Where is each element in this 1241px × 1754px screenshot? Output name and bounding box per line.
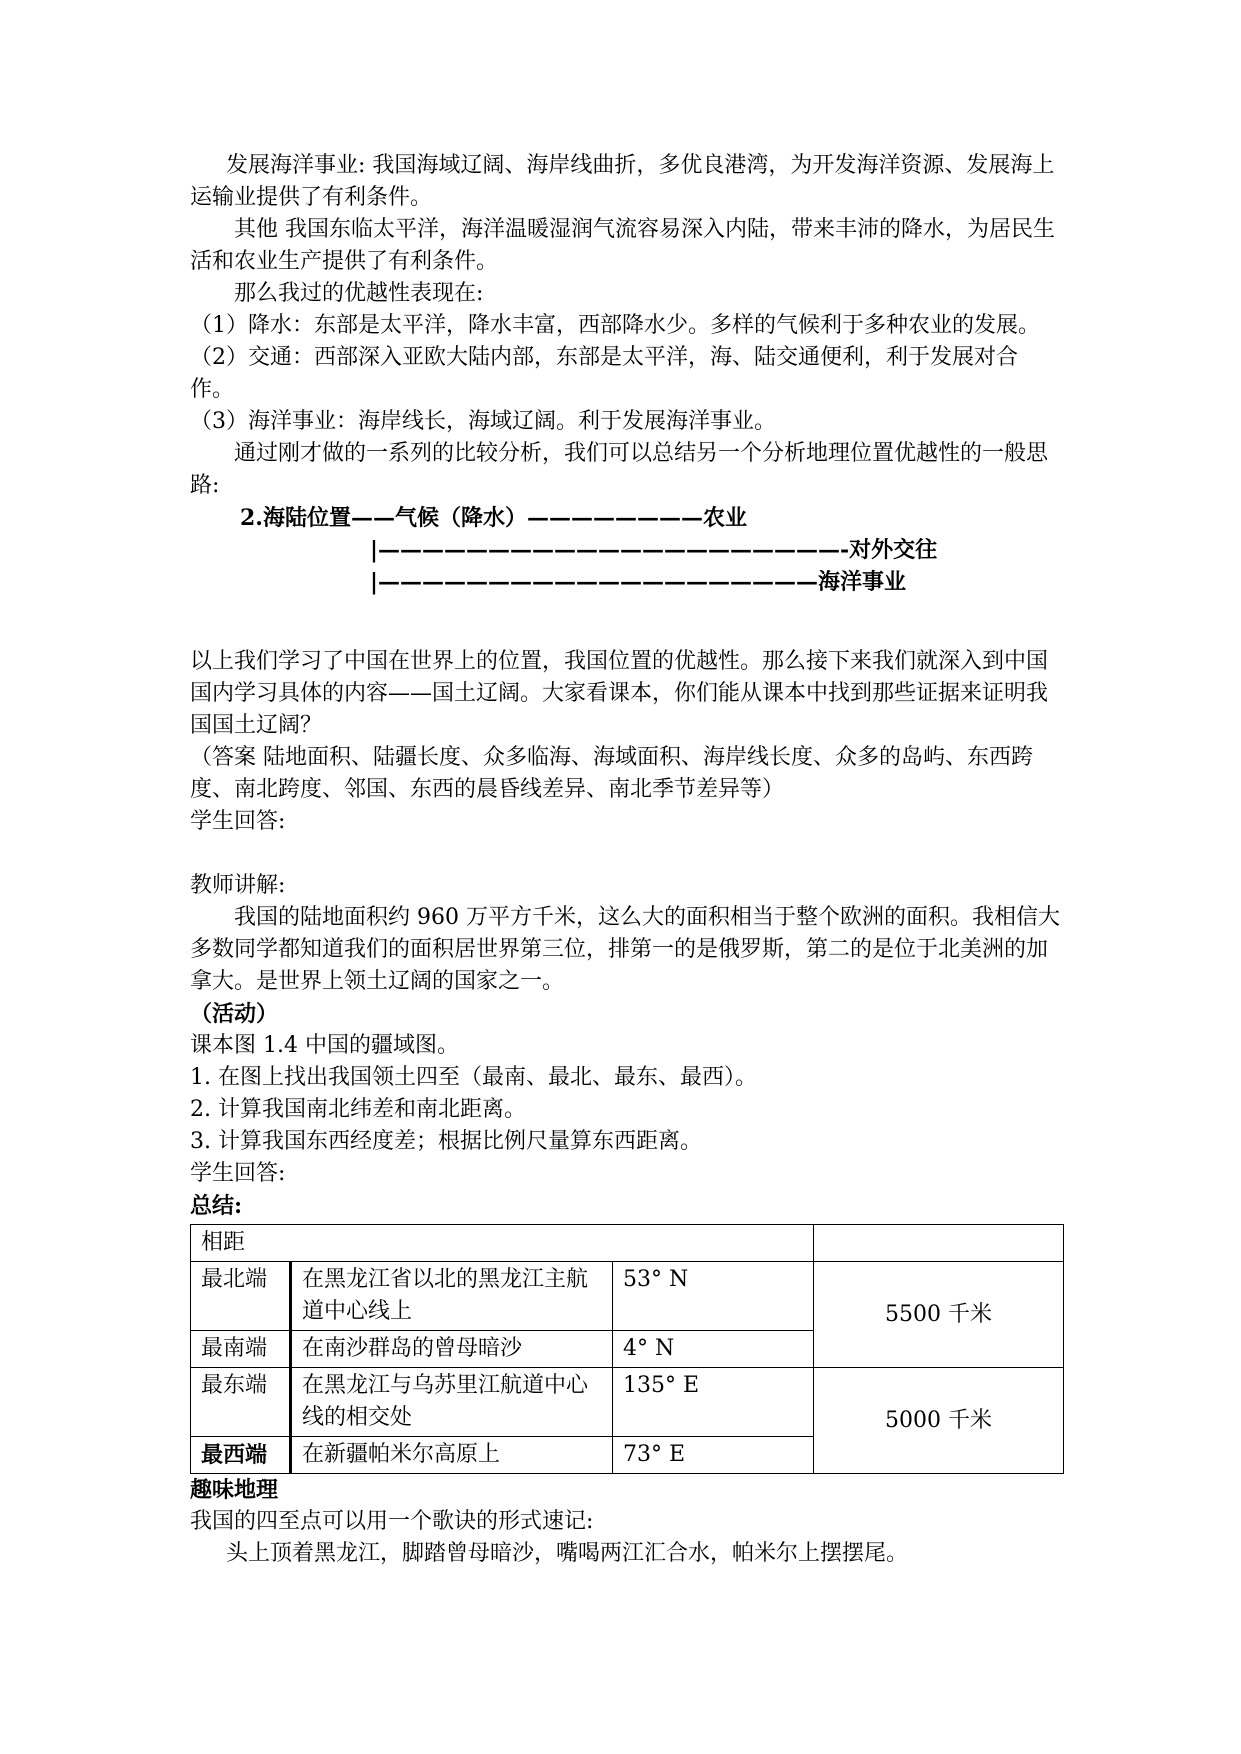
table-cell-name: 最北端	[191, 1262, 291, 1331]
table-cell-place: 在南沙群岛的曾母暗沙	[291, 1331, 613, 1368]
activity-item: 1. 在图上找出我国领土四至（最南、最北、最东、最西）。	[190, 1065, 757, 1090]
summary-table	[190, 1224, 1064, 1474]
paragraph-precipitation: （1）降水：东部是太平洋，降水丰富，西部降水少。多样的气候利于多种农业的发展。	[190, 313, 1040, 338]
activity-title: （活动）	[190, 1001, 279, 1027]
spacer	[190, 598, 1060, 646]
table-header-cell: 相距	[191, 1225, 814, 1262]
table-cell-name: 最南端	[191, 1331, 291, 1368]
table-row	[191, 1368, 1064, 1437]
fun-geography-title: 趣味地理	[190, 1477, 279, 1503]
paragraph-other: 其他 我国东临太平洋，海洋温暖湿润气流容易深入内陆，带来丰沛的降水，为居民生活和农业生产提供了有利条件。	[190, 217, 1055, 274]
table-cell-place: 在黑龙江与乌苏里江航道中心线的相交处	[291, 1368, 613, 1437]
activity-item: 3. 计算我国东西经度差；根据比例尺量算东西距离。	[190, 1129, 702, 1154]
student-answer-label: 学生回答:	[190, 809, 286, 834]
table-cell-coord: 73° E	[613, 1437, 814, 1474]
table-cell-name: 最东端	[191, 1368, 291, 1437]
activity-item: 2. 计算我国南北纬差和南北距离。	[190, 1097, 526, 1122]
paragraph-advantage-intro: 那么我过的优越性表现在:	[234, 281, 484, 306]
paragraph-summary-method: 通过刚才做的一系列的比较分析，我们可以总结另一个分析地理位置优越性的一般思路:	[190, 441, 1049, 498]
fun-geography-rhyme: 头上顶着黑龙江，脚踏曾母暗沙，嘴喝两江汇合水，帕米尔上摆摆尾。	[226, 1541, 909, 1566]
table-cell-place: 在新疆帕米尔高原上	[291, 1437, 613, 1474]
summary-title: 总结:	[190, 1193, 243, 1219]
paragraph-territory-intro: 以上我们学习了中国在世界上的位置，我国位置的优越性。那么接下来我们就深入到中国国内学习具体的内容——国土辽阔。大家看课本，你们能从课本中找到那些证据来证明我国国土辽阔？	[190, 649, 1049, 738]
table-cell-ew-distance: 5000 千米	[814, 1368, 1064, 1474]
table-cell-coord: 53° N	[613, 1262, 814, 1331]
paragraph-answer: （答案 陆地面积、陆疆长度、众多临海、海域面积、海岸线长度、众多的岛屿、东西跨度、南北跨度、邻国、东西的晨昏线差异、南北季节差异等）	[190, 745, 1033, 802]
table-header-row	[191, 1225, 1064, 1262]
table-cell-coord: 135° E	[613, 1368, 814, 1437]
flow-line-2: |—————————————————————-对外交往	[370, 537, 938, 563]
teacher-label: 教师讲解:	[190, 873, 286, 898]
document-page	[190, 150, 1060, 1570]
flow-line-3: |————————————————————海洋事业	[370, 569, 907, 595]
table-row	[191, 1262, 1064, 1331]
fun-geography-intro: 我国的四至点可以用一个歌诀的形式速记:	[190, 1509, 594, 1534]
flow-line-1: 2.海陆位置——气候（降水）————————农业	[240, 505, 747, 531]
activity-student-answer: 学生回答:	[190, 1161, 286, 1186]
paragraph-marine: （3）海洋事业：海岸线长，海域辽阔。利于发展海洋事业。	[190, 409, 776, 434]
spacer	[190, 838, 1060, 870]
paragraph-ocean: 发展海洋事业: 我国海域辽阔、海岸线曲折，多优良港湾，为开发海洋资源、发展海上运输业提供了有利条件。	[190, 153, 1055, 210]
activity-figure: 课本图 1.4 中国的疆域图。	[190, 1033, 459, 1058]
table-cell-ns-distance: 5500 千米	[814, 1262, 1064, 1368]
table-cell-name: 最西端	[191, 1437, 291, 1474]
paragraph-teacher-text: 我国的陆地面积约 960 万平方千米，这么大的面积相当于整个欧洲的面积。我相信大多数同学都知道我们的面积居世界第三位，排第一的是俄罗斯，第二的是位于北美洲的加拿大。是世界上领土辽阔的国家之一。	[190, 905, 1060, 994]
table-cell-place: 在黑龙江省以北的黑龙江主航道中心线上	[291, 1262, 613, 1331]
table-header-empty	[814, 1225, 1064, 1262]
paragraph-transport: （2）交通：西部深入亚欧大陆内部，东部是太平洋，海、陆交通便利，利于发展对合作。	[190, 345, 1018, 402]
table-cell-coord: 4° N	[613, 1331, 814, 1368]
